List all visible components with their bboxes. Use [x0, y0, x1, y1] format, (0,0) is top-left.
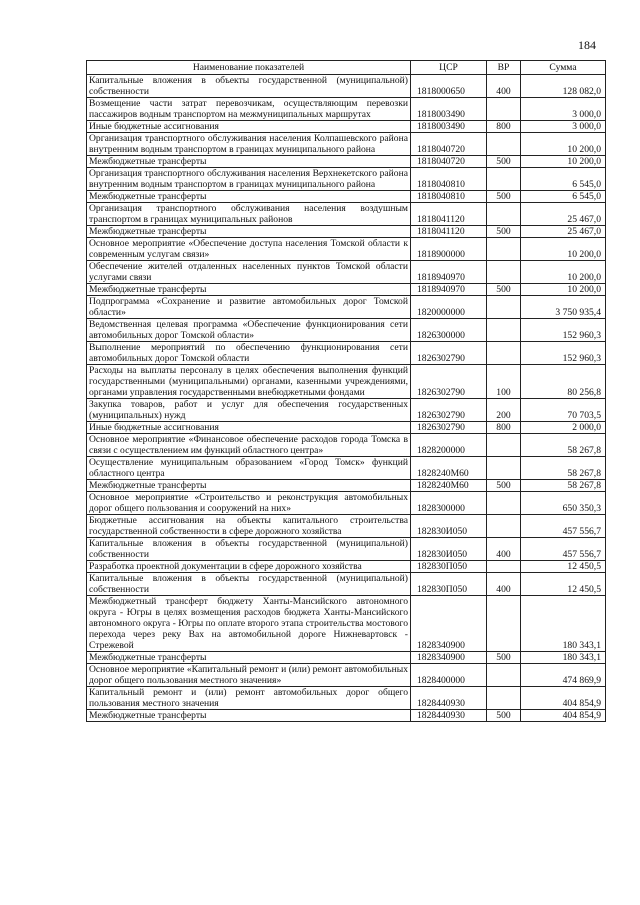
cell-csr: 1818003490 [411, 98, 487, 121]
table-row [87, 664, 606, 687]
cell-csr: 1818900000 [411, 238, 487, 261]
cell-sum: 474 869,9 [521, 664, 606, 687]
cell-vr [487, 238, 521, 261]
cell-csr: 1828400000 [411, 664, 487, 687]
cell-sum: 650 350,3 [521, 492, 606, 515]
cell-name: Организация транспортного обслуживания населения воздушным транспортом в границах муниципальных районов [87, 203, 411, 226]
cell-csr: 1826300000 [411, 319, 487, 342]
table-row [87, 238, 606, 261]
table-row [87, 538, 606, 561]
table-row [87, 203, 606, 226]
table-row [87, 399, 606, 422]
cell-csr: 1818041120 [411, 226, 487, 238]
cell-vr: 500 [487, 226, 521, 238]
table-row [87, 133, 606, 156]
table-row [87, 156, 606, 168]
cell-vr [487, 296, 521, 319]
cell-sum: 128 082,0 [521, 75, 606, 98]
header-vr: ВР [487, 61, 521, 75]
table-row [87, 561, 606, 573]
cell-name: Выполнение мероприятий по обеспечению функционирования сети автомобильных дорог Томской области [87, 342, 411, 365]
table-row [87, 342, 606, 365]
cell-sum: 10 200,0 [521, 261, 606, 284]
cell-vr [487, 342, 521, 365]
budget-table [86, 60, 606, 722]
table-row [87, 261, 606, 284]
cell-vr [487, 168, 521, 191]
cell-vr: 500 [487, 191, 521, 203]
cell-vr: 800 [487, 422, 521, 434]
cell-sum: 80 256,8 [521, 365, 606, 399]
cell-vr [487, 98, 521, 121]
cell-sum: 152 960,3 [521, 319, 606, 342]
cell-sum: 10 200,0 [521, 238, 606, 261]
cell-name: Капитальные вложения в объекты государственной (муниципальной) собственности [87, 75, 411, 98]
cell-sum: 10 200,0 [521, 133, 606, 156]
table-row [87, 652, 606, 664]
table-row [87, 434, 606, 457]
cell-vr [487, 133, 521, 156]
cell-csr: 1826302790 [411, 365, 487, 399]
cell-csr: 1828440930 [411, 710, 487, 722]
cell-name: Возмещение части затрат перевозчикам, осуществляющим перевозки пассажиров водным транспортом на межмуниципальных маршрутах [87, 98, 411, 121]
cell-csr: 1818040810 [411, 168, 487, 191]
table-row [87, 422, 606, 434]
cell-vr [487, 515, 521, 538]
cell-sum: 25 467,0 [521, 203, 606, 226]
cell-sum: 12 450,5 [521, 561, 606, 573]
cell-sum: 70 703,5 [521, 399, 606, 422]
cell-sum: 152 960,3 [521, 342, 606, 365]
cell-csr: 1818040720 [411, 156, 487, 168]
cell-sum: 10 200,0 [521, 284, 606, 296]
table-row [87, 710, 606, 722]
cell-name: Межбюджетные трансферты [87, 191, 411, 203]
cell-sum: 12 450,5 [521, 573, 606, 596]
cell-sum: 25 467,0 [521, 226, 606, 238]
page-number: 184 [578, 38, 596, 52]
cell-csr: 1826302790 [411, 342, 487, 365]
cell-csr: 1820000000 [411, 296, 487, 319]
cell-csr: 182830П050 [411, 561, 487, 573]
cell-csr: 1826302790 [411, 399, 487, 422]
cell-name: Основное мероприятие «Строительство и реконструкция автомобильных дорог общего пользования и сооружений на них» [87, 492, 411, 515]
cell-name: Межбюджетные трансферты [87, 226, 411, 238]
table-row [87, 596, 606, 652]
cell-name: Ведомственная целевая программа «Обеспечение функционирования сети автомобильных дорог Томской области» [87, 319, 411, 342]
cell-vr: 400 [487, 75, 521, 98]
cell-name: Межбюджетные трансферты [87, 156, 411, 168]
cell-csr: 1828440930 [411, 687, 487, 710]
cell-vr [487, 492, 521, 515]
cell-csr: 1818040720 [411, 133, 487, 156]
cell-vr: 500 [487, 284, 521, 296]
table-row [87, 573, 606, 596]
cell-vr [487, 319, 521, 342]
cell-csr: 1828200000 [411, 434, 487, 457]
cell-csr: 1818040810 [411, 191, 487, 203]
cell-vr: 200 [487, 399, 521, 422]
cell-name: Иные бюджетные ассигнования [87, 422, 411, 434]
table-row [87, 365, 606, 399]
cell-name: Межбюджетный трансферт бюджету Ханты-Мансийского автономного округа - Югры в целях возмещения расходов бюджета Ханты-Мансийского автономного округа - Югры по оплате второго этапа строительства мостового перехода через реку Вах на автомобильной дороге Нижневартовск - Стрежевой [87, 596, 411, 652]
table-row [87, 296, 606, 319]
table-row [87, 319, 606, 342]
table-row [87, 191, 606, 203]
cell-vr [487, 687, 521, 710]
cell-name: Основное мероприятие «Обеспечение доступа населения Томской области к современным услугам связи» [87, 238, 411, 261]
cell-csr: 1828300000 [411, 492, 487, 515]
table-row [87, 457, 606, 480]
cell-name: Основное мероприятие «Финансовое обеспечение расходов города Томска в связи с осуществлением им функций областного центра» [87, 434, 411, 457]
cell-vr: 400 [487, 538, 521, 561]
cell-sum: 6 545,0 [521, 191, 606, 203]
cell-name: Капитальный ремонт и (или) ремонт автомобильных дорог общего пользования местного значения [87, 687, 411, 710]
cell-csr: 182830И050 [411, 515, 487, 538]
cell-vr: 400 [487, 573, 521, 596]
cell-sum: 404 854,9 [521, 710, 606, 722]
cell-name: Организация транспортного обслуживания населения Верхнекетского района внутренним водным транспортом в границах муниципального района [87, 168, 411, 191]
table-row [87, 121, 606, 133]
table-row [87, 168, 606, 191]
cell-vr [487, 457, 521, 480]
cell-csr: 1818940970 [411, 284, 487, 296]
table-header [87, 61, 606, 75]
cell-name: Разработка проектной документации в сфере дорожного хозяйства [87, 561, 411, 573]
cell-name: Капитальные вложения в объекты государственной (муниципальной) собственности [87, 538, 411, 561]
cell-sum: 3 000,0 [521, 121, 606, 133]
table-row [87, 687, 606, 710]
cell-name: Иные бюджетные ассигнования [87, 121, 411, 133]
cell-name: Бюджетные ассигнования на объекты капитального строительства государственной собственности в сфере дорожного хозяйства [87, 515, 411, 538]
cell-csr: 1818940970 [411, 261, 487, 284]
cell-name: Основное мероприятие «Капитальный ремонт и (или) ремонт автомобильных дорог общего пользования местного значения» [87, 664, 411, 687]
cell-vr [487, 596, 521, 652]
cell-name: Межбюджетные трансферты [87, 710, 411, 722]
cell-vr: 500 [487, 156, 521, 168]
cell-sum: 10 200,0 [521, 156, 606, 168]
cell-sum: 3 000,0 [521, 98, 606, 121]
cell-name: Межбюджетные трансферты [87, 480, 411, 492]
cell-vr: 500 [487, 710, 521, 722]
cell-vr: 800 [487, 121, 521, 133]
cell-sum: 180 343,1 [521, 596, 606, 652]
cell-name: Расходы на выплаты персоналу в целях обеспечения выполнения функций государственными (муниципальными) органами, казенными учреждениями, органами управления государственными внебюджетными фондами [87, 365, 411, 399]
cell-vr: 500 [487, 652, 521, 664]
cell-sum: 3 750 935,4 [521, 296, 606, 319]
table-row [87, 75, 606, 98]
cell-csr: 1828340900 [411, 652, 487, 664]
table-row [87, 480, 606, 492]
cell-sum: 58 267,8 [521, 434, 606, 457]
cell-csr: 182830П050 [411, 573, 487, 596]
table-row [87, 226, 606, 238]
cell-sum: 58 267,8 [521, 480, 606, 492]
cell-csr: 1826302790 [411, 422, 487, 434]
cell-sum: 2 000,0 [521, 422, 606, 434]
table-row [87, 492, 606, 515]
cell-vr [487, 434, 521, 457]
table-row [87, 515, 606, 538]
cell-vr: 500 [487, 480, 521, 492]
cell-name: Капитальные вложения в объекты государственной (муниципальной) собственности [87, 573, 411, 596]
cell-vr [487, 203, 521, 226]
table-row [87, 284, 606, 296]
cell-sum: 180 343,1 [521, 652, 606, 664]
cell-vr: 100 [487, 365, 521, 399]
table-row [87, 98, 606, 121]
cell-csr: 1818041120 [411, 203, 487, 226]
cell-vr [487, 261, 521, 284]
cell-vr [487, 664, 521, 687]
header-sum: Сумма [521, 61, 606, 75]
cell-name: Осуществление муниципальным образованием «Город Томск» функций областного центра [87, 457, 411, 480]
cell-csr: 1828240М60 [411, 480, 487, 492]
table-body [87, 75, 606, 722]
header-row [87, 61, 606, 75]
cell-csr: 1828340900 [411, 596, 487, 652]
cell-csr: 1828240М60 [411, 457, 487, 480]
cell-vr [487, 561, 521, 573]
cell-name: Межбюджетные трансферты [87, 284, 411, 296]
cell-sum: 6 545,0 [521, 168, 606, 191]
cell-sum: 58 267,8 [521, 457, 606, 480]
header-name: Наименование показателей [87, 61, 411, 75]
cell-name: Обеспечение жителей отдаленных населенных пунктов Томской области услугами связи [87, 261, 411, 284]
cell-name: Закупка товаров, работ и услуг для обеспечения государственных (муниципальных) нужд [87, 399, 411, 422]
cell-sum: 457 556,7 [521, 515, 606, 538]
cell-csr: 1818000650 [411, 75, 487, 98]
budget-table-container [86, 60, 605, 722]
cell-sum: 404 854,9 [521, 687, 606, 710]
cell-csr: 182830И050 [411, 538, 487, 561]
cell-name: Межбюджетные трансферты [87, 652, 411, 664]
cell-name: Организация транспортного обслуживания населения Колпашевского района внутренним водным транспортом в границах муниципального района [87, 133, 411, 156]
cell-sum: 457 556,7 [521, 538, 606, 561]
header-csr: ЦСР [411, 61, 487, 75]
cell-name: Подпрограмма «Сохранение и развитие автомобильных дорог Томской области» [87, 296, 411, 319]
cell-csr: 1818003490 [411, 121, 487, 133]
